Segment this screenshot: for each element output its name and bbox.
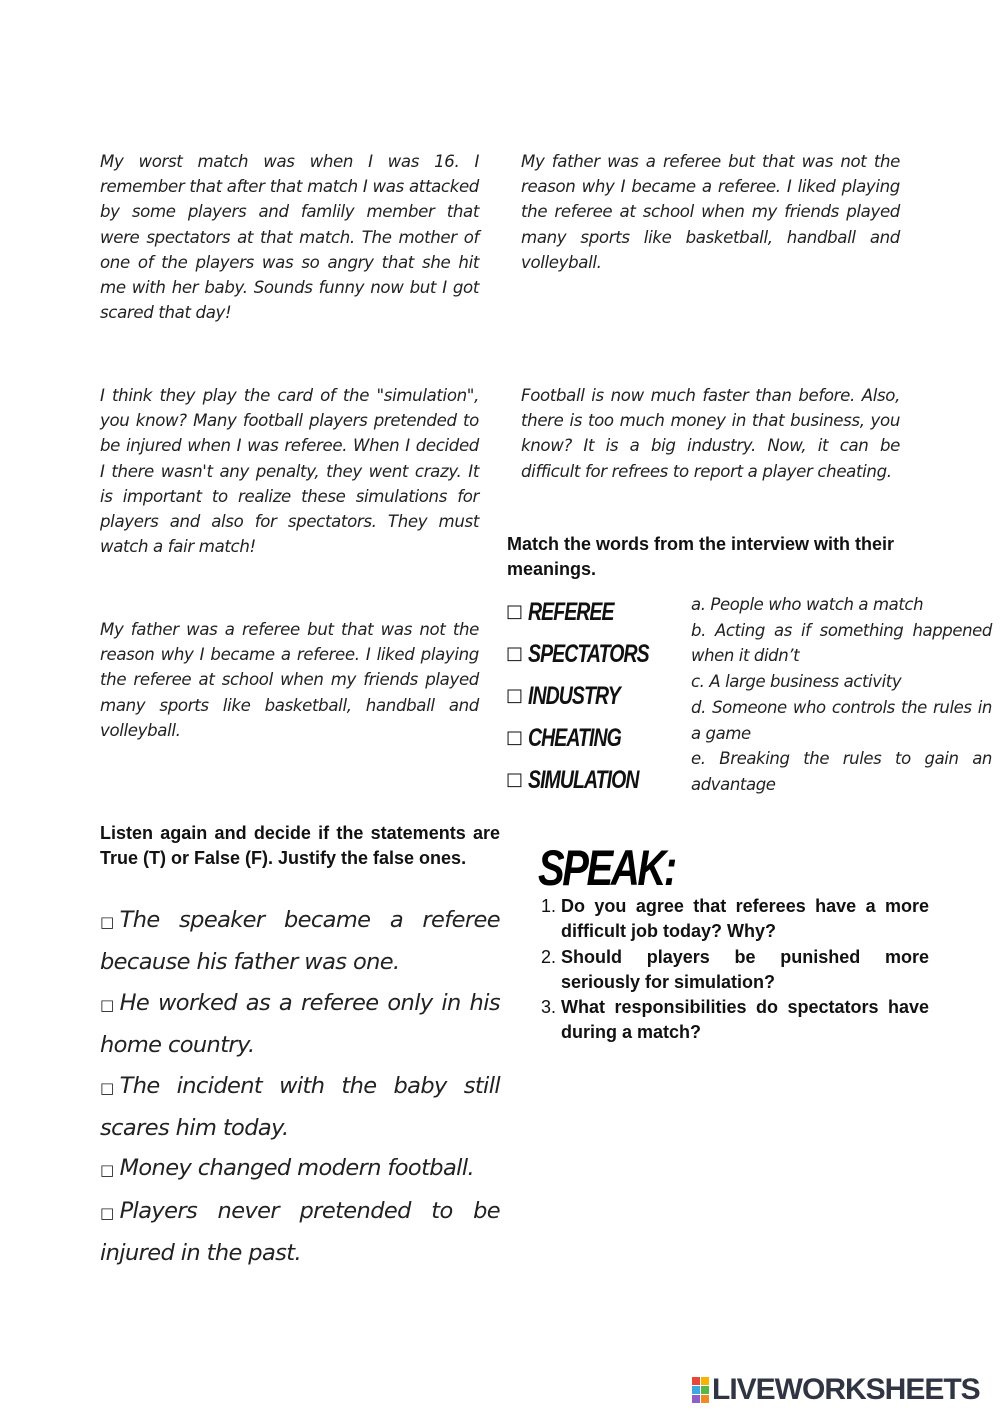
checkbox-icon[interactable]: □ (100, 1078, 114, 1097)
checkbox-icon[interactable]: □ (506, 600, 524, 622)
checkbox-icon[interactable]: □ (506, 768, 524, 790)
reading-paragraph-3: I think they play the card of the "simulation", you know? Many football players pretended to be injured when I was referee. When I decided I there wasn't any penalty, they went crazy. It is important to realize these simulations for players and also for spectators. They must watch a fair match! (100, 386, 479, 557)
logo-square (701, 1377, 709, 1385)
match-meaning-list (691, 592, 992, 798)
logo-square (701, 1386, 709, 1394)
match-meaning: c. A large business activity (691, 672, 902, 692)
true-false-statement (100, 900, 500, 983)
true-false-list (100, 900, 500, 1274)
checkbox-icon[interactable]: □ (100, 913, 114, 931)
reading-paragraph-2: My father was a referee but that was not the reason why I became a referee. I liked playing the referee at school when my friends played many sports like basketball, handball and volleyball. (521, 152, 900, 272)
match-word-item (506, 758, 686, 800)
statement-text: Money changed modern football. (119, 1155, 475, 1182)
match-word-item (506, 674, 686, 716)
statement-text: The speaker became a referee because his father was one. (100, 907, 500, 976)
statement-text: He worked as a referee only in his home country. (100, 989, 500, 1059)
match-word-item (506, 716, 686, 758)
reading-paragraph-4: Football is now much faster than before. Also, there is too much money in that business, you know? It is a big industry. Now, it can be difficult for refrees to report a player cheating. (521, 386, 900, 481)
logo-square (692, 1395, 700, 1403)
match-word: INDUSTRY (528, 681, 620, 710)
match-meaning: d. Someone who controls the rules in a game (691, 697, 992, 743)
speak-question (541, 894, 929, 945)
question-text: What responsibilities do spectators have during a match? (561, 997, 929, 1043)
match-instruction: Match the words from the interview with their meanings. (507, 534, 895, 580)
question-number: 1. (541, 896, 557, 916)
match-word-list (506, 590, 686, 800)
checkbox-icon[interactable]: □ (506, 684, 524, 706)
statement-text: The incident with the baby still scares him today. (100, 1072, 500, 1142)
match-word: SIMULATION (528, 765, 639, 794)
match-word: REFEREE (528, 597, 614, 626)
question-number: 3. (541, 997, 557, 1018)
match-word: SPECTATORS (528, 639, 649, 668)
liveworksheets-logo[interactable] (692, 1375, 980, 1405)
checkbox-icon[interactable]: □ (100, 1161, 114, 1180)
speak-question (541, 945, 929, 996)
logo-square (692, 1386, 700, 1394)
question-text: Do you agree that referees have a more difficult job today? Why? (561, 896, 929, 942)
reading-paragraph-5: My father was a referee but that was not the reason why I became a referee. I liked playing the referee at school when my friends played many sports like basketball, handball and volleyball. (100, 620, 479, 740)
logo-square (701, 1395, 709, 1403)
speak-heading: SPEAK: (538, 840, 675, 896)
true-false-statement (100, 1148, 500, 1190)
logo-square (692, 1377, 700, 1385)
match-word: CHEATING (528, 723, 621, 752)
checkbox-icon[interactable]: □ (506, 726, 524, 748)
checkbox-icon[interactable]: □ (506, 642, 524, 664)
logo-mark-icon (692, 1377, 709, 1403)
true-false-statement (100, 1066, 500, 1149)
speak-question (541, 995, 929, 1046)
match-meaning: a. People who watch a match (691, 595, 924, 614)
reading-paragraph-1: My worst match was when I was 16. I remember that after that match I was attacked by some players and famlily member that were spectators at that match. The mother of one of the players was so angry that she hit me with her baby. Sounds funny now but I got scared that day! (100, 152, 479, 323)
true-false-statement (100, 983, 500, 1066)
match-meaning: e. Breaking the rules to gain an advantage (691, 749, 992, 794)
question-text: Should players be punished more seriously for simulation? (561, 946, 929, 992)
question-number: 2. (541, 946, 557, 967)
logo-text: LIVEWORKSHEETS (712, 1373, 980, 1406)
true-false-statement (100, 1191, 500, 1274)
match-word-item (506, 632, 686, 674)
statement-text: Players never pretended to be injured in the past. (100, 1197, 500, 1267)
checkbox-icon[interactable]: □ (100, 995, 114, 1014)
speak-question-list (541, 894, 929, 1046)
match-meaning: b. Acting as if something happened when it didn’t (691, 620, 992, 666)
checkbox-icon[interactable]: □ (100, 1203, 114, 1222)
true-false-instruction: Listen again and decide if the statements are True (T) or False (F). Justify the false ones. (100, 823, 500, 869)
match-word-item (506, 590, 686, 632)
